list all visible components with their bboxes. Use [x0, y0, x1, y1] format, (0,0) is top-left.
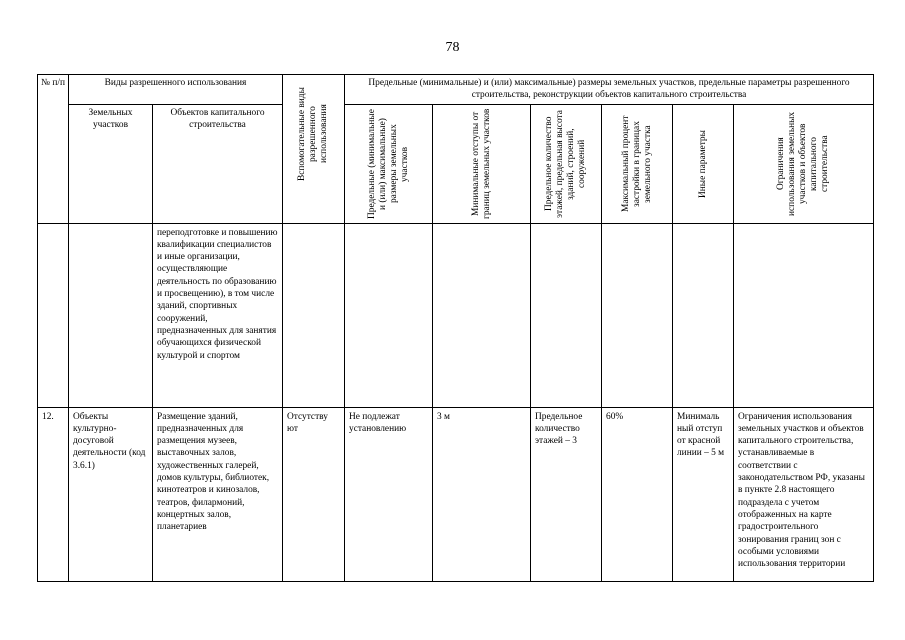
cell-floors	[531, 223, 602, 407]
table-row-continuation	[38, 223, 874, 407]
cell-restrictions	[734, 223, 874, 407]
header-percent: Максимальный процент застройки в границах земельного участка	[620, 115, 653, 212]
cell-percent: 60%	[602, 407, 673, 581]
cell-objects: Размещение зданий, предназначенных для размещения музеев, выставочных залов, художественных галерей, домов культуры, библиотек, кинотеатров и кинозалов, театров, филармоний, концертных залов, планетариев	[153, 407, 283, 581]
table-row	[38, 407, 874, 581]
header-floors-cell	[531, 104, 602, 223]
header-row-1	[38, 75, 874, 105]
header-sizes-cell	[345, 104, 433, 223]
header-num: № п/п	[38, 75, 69, 224]
cell-land	[69, 223, 153, 407]
header-aux: Вспомогательные виды разрешенного использования	[297, 87, 329, 181]
header-setbacks-cell	[433, 104, 531, 223]
cell-sizes	[345, 223, 433, 407]
cell-land: Объекты культурно-досуговой деятельности (код 3.6.1)	[69, 407, 153, 581]
header-setbacks: Минимальные отступы от границ земельных участков	[470, 108, 492, 219]
header-percent-cell	[602, 104, 673, 223]
cell-percent	[602, 223, 673, 407]
cell-other: Минималь ный отступ от красной линии – 5 м	[673, 407, 734, 581]
cell-sizes: Не подлежат установлению	[345, 407, 433, 581]
header-group-uses: Виды разрешенного использования	[69, 75, 283, 105]
cell-num: 12.	[38, 407, 69, 581]
cell-num	[38, 223, 69, 407]
header-other: Иные параметры	[697, 129, 708, 198]
cell-aux	[283, 223, 345, 407]
header-group-limits: Предельные (минимальные) и (или) максимальные) размеры земельных участков, предельные параметры разрешенного строительства, реконструкции объектов капитального строительства	[345, 75, 874, 105]
zoning-table	[37, 74, 874, 582]
header-objects: Объектов капитального строительства	[153, 104, 283, 223]
cell-restrictions: Ограничения использования земельных участков и объектов капитального строительства, устанавливаемые в соответствии с законодательством РФ, указаны в пункте 2.8 настоящего подраздела с учетом отображенных на карте градостроительного зонирования границ зон с особыми условиями использования территории	[734, 407, 874, 581]
header-other-cell	[673, 104, 734, 223]
cell-setbacks	[433, 223, 531, 407]
header-restrictions: Ограничения использования земельных участков и объектов капитального строительства	[776, 111, 830, 216]
header-land: Земельных участков	[69, 104, 153, 223]
header-sizes: Предельные (минимальные и (или) максимальные) размеры земельных участков	[366, 108, 410, 219]
cell-other	[673, 223, 734, 407]
cell-objects: переподготовке и повышению квалификации специалистов и иные организации, осуществляющие деятельность по образованию и просвещению), в том числе зданий, спортивных сооружений, предназначенных для занятия обучающихся физической культурой и спортом	[153, 223, 283, 407]
header-aux-cell	[283, 75, 345, 224]
cell-floors: Предельное количество этажей – 3	[531, 407, 602, 581]
header-floors: Предельное количество этажей, предельная высота зданий, строений, сооружений	[544, 109, 587, 218]
header-restrictions-cell	[734, 104, 874, 223]
header-row-2	[38, 104, 874, 223]
cell-aux: Отсутству ют	[283, 407, 345, 581]
cell-setbacks: 3 м	[433, 407, 531, 581]
page-number: 78	[445, 40, 460, 55]
